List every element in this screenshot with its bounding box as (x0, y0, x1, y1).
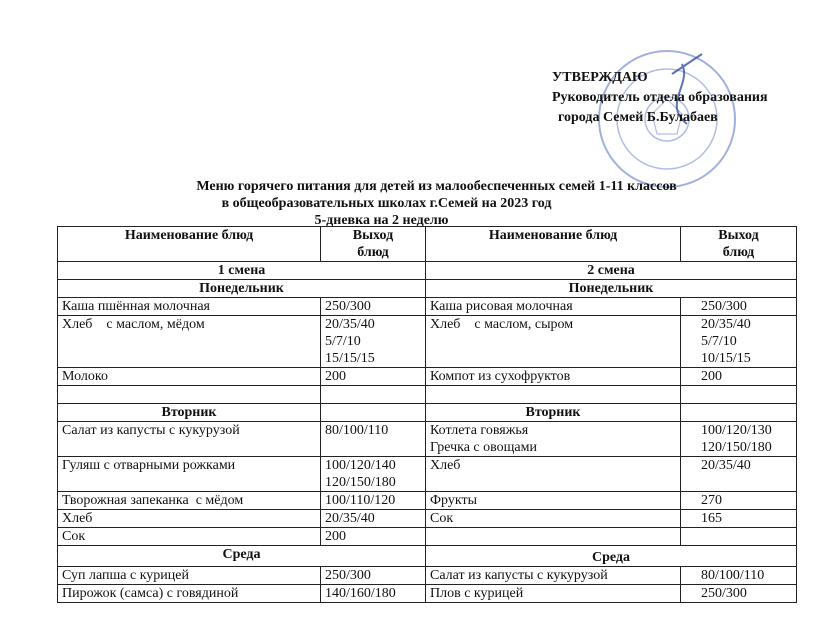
dish-yield: 20/35/40 5/7/10 10/15/15 (681, 316, 797, 368)
dish-yield: 140/160/180 (321, 585, 426, 603)
dish-yield: 250/300 (321, 298, 426, 316)
dish-name: Молоко (58, 368, 321, 386)
dish-name: Плов с курицей (426, 585, 681, 603)
dish-yield: 80/100/110 (681, 567, 797, 585)
menu-title: Меню горячего питания для детей из малообеспеченных семей 1-11 классов (196, 179, 677, 194)
day-body-wed (58, 567, 797, 603)
dish-name: Сок (58, 528, 321, 546)
table-row (58, 585, 797, 603)
day-row-tue (58, 404, 797, 422)
dish-yield: 270 (681, 492, 797, 510)
spacer-row (58, 386, 797, 404)
dish-yield: 100/120/140 120/150/180 (321, 457, 426, 492)
table-row (58, 510, 797, 528)
dish-name: Гуляш с отварными рожками (58, 457, 321, 492)
header-name-shift2: Наименование блюд (426, 227, 681, 262)
dish-name: Сок (426, 510, 681, 528)
day-label: Среда (426, 546, 797, 567)
dish-name: Пирожок (самса) с говядиной (58, 585, 321, 603)
header-name-shift1: Наименование блюд (58, 227, 321, 262)
dish-yield: 200 (321, 528, 426, 546)
day-label: Вторник (58, 404, 321, 422)
table-row (58, 492, 797, 510)
dish-yield: 20/35/40 (321, 510, 426, 528)
dish-yield: 100/110/120 (321, 492, 426, 510)
day-label: Понедельник (58, 280, 426, 298)
dish-name: Фрукты (426, 492, 681, 510)
shift-row (58, 262, 797, 280)
menu-week: 5-дневка на 2 неделю (314, 213, 449, 228)
dish-yield (681, 528, 797, 546)
dish-name: Салат из капусты с кукурузой (426, 567, 681, 585)
dish-name: Салат из капусты с кукурузой (58, 422, 321, 457)
approval-signatory: города Семей Б.Булабаев (558, 110, 718, 125)
dish-yield: 165 (681, 510, 797, 528)
dish-name: Котлета говяжья Гречка с овощами (426, 422, 681, 457)
table-row (58, 298, 797, 316)
dish-name: Хлеб (426, 457, 681, 492)
day-label: Понедельник (426, 280, 797, 298)
dish-name (426, 528, 681, 546)
day-body-tue (58, 422, 797, 546)
dish-yield: 200 (681, 368, 797, 386)
table-row (58, 567, 797, 585)
day-body-mon (58, 298, 797, 386)
shift1-label: 1 смена (58, 262, 426, 280)
dish-yield: 80/100/110 (321, 422, 426, 457)
header-yield-shift2: Выход блюд (681, 227, 797, 262)
table-row (58, 368, 797, 386)
dish-yield: 250/300 (321, 567, 426, 585)
table-row (58, 422, 797, 457)
dish-name: Хлеб (58, 510, 321, 528)
dish-name: Суп лапша с курицей (58, 567, 321, 585)
shift2-label: 2 смена (426, 262, 797, 280)
day-label: Вторник (426, 404, 681, 422)
dish-yield: 100/120/130 120/150/180 (681, 422, 797, 457)
dish-name: Компот из сухофруктов (426, 368, 681, 386)
dish-yield: 20/35/40 (681, 457, 797, 492)
menu-subtitle: в общеобразовательных школах г.Семей на 2023 год (221, 196, 552, 211)
menu-table (57, 226, 797, 603)
approval-position: Руководитель отдела образования (552, 90, 768, 105)
dish-name: Каша пшённая молочная (58, 298, 321, 316)
day-row-wed (58, 546, 797, 567)
table-row (58, 528, 797, 546)
table-header-row (58, 227, 797, 262)
dish-yield: 250/300 (681, 298, 797, 316)
table-row (58, 316, 797, 368)
day-row-mon (58, 280, 797, 298)
dish-name: Хлеб с маслом, мёдом (58, 316, 321, 368)
day-label: Среда (58, 546, 426, 567)
dish-yield: 200 (321, 368, 426, 386)
dish-yield: 250/300 (681, 585, 797, 603)
table-row (58, 457, 797, 492)
approval-heading: УТВЕРЖДАЮ (552, 70, 648, 85)
dish-name: Творожная запеканка с мёдом (58, 492, 321, 510)
dish-yield: 20/35/40 5/7/10 15/15/15 (321, 316, 426, 368)
dish-name: Каша рисовая молочная (426, 298, 681, 316)
dish-name: Хлеб с маслом, сыром (426, 316, 681, 368)
header-yield-shift1: Выход блюд (321, 227, 426, 262)
